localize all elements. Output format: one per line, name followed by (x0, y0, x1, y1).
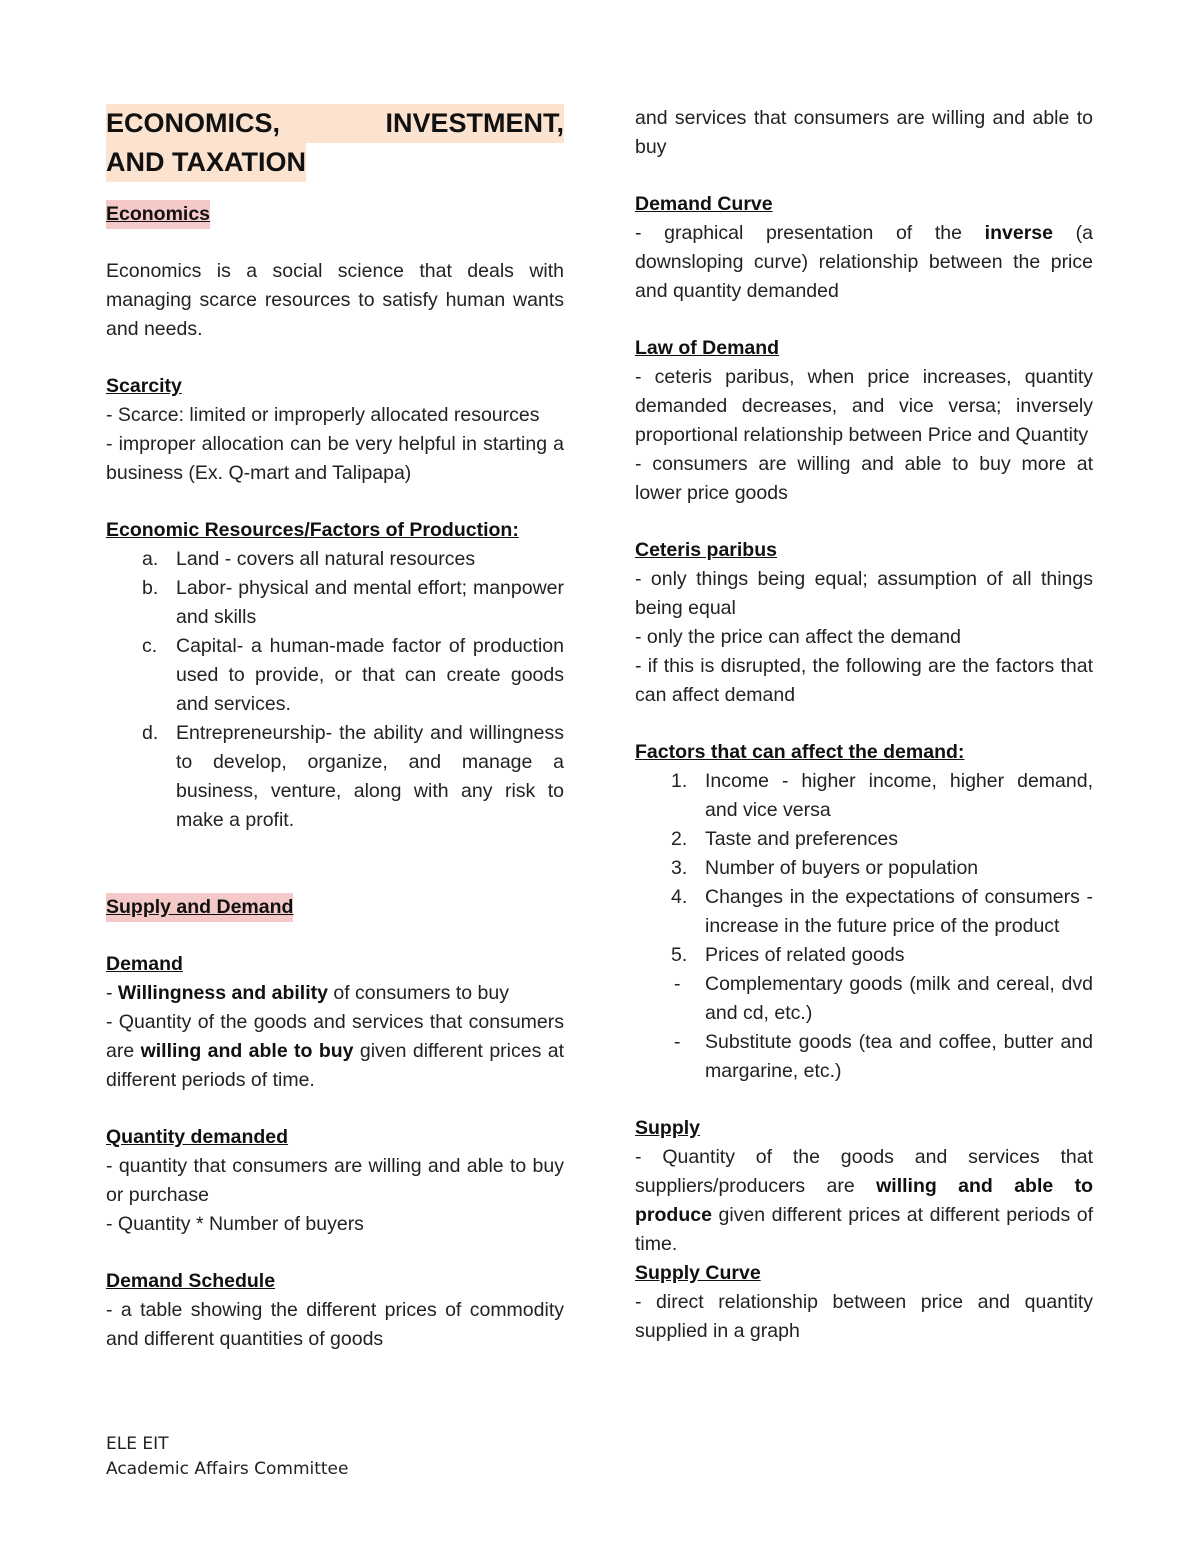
heading-factors-affect-demand: Factors that can affect the demand: (635, 741, 965, 763)
list-marker: a. (142, 548, 159, 570)
list-marker: d. (142, 722, 159, 744)
heading-supply-curve: Supply Curve (635, 1262, 761, 1284)
list-item-text: Number of buyers or population (705, 857, 979, 879)
heading-demand-curve: Demand Curve (635, 193, 773, 215)
scarcity-line-1: - Scarce: limited or improperly allocated resources (106, 404, 540, 426)
title-line-1 (106, 104, 564, 143)
document-title (106, 104, 564, 182)
list-item (106, 574, 564, 632)
demand-line-1: - Willingness and ability of consumers to buy (106, 982, 509, 1004)
list-item (635, 767, 1093, 825)
demand-line-2: - Quantity of the goods and services that consumers are willing and able to buy given different prices at different periods of time. (106, 1011, 564, 1091)
list-marker: - (674, 1031, 681, 1053)
title-line-2: AND TAXATION (106, 143, 306, 182)
factors-of-production-list (106, 545, 564, 835)
heading-ceteris-paribus: Ceteris paribus (635, 539, 777, 561)
law-of-demand-line-2: - consumers are willing and able to buy more at lower price goods (635, 453, 1093, 504)
list-item (106, 545, 564, 574)
list-item (635, 941, 1093, 970)
list-item (635, 970, 1093, 1028)
quantity-demanded-line-2: - Quantity * Number of buyers (106, 1213, 364, 1235)
list-item-text: Taste and preferences (705, 828, 898, 850)
list-marker: - (674, 973, 681, 995)
quantity-demanded-line-1: - quantity that consumers are willing and able to buy or purchase (106, 1155, 564, 1206)
demand-schedule-text: - a table showing the different prices of commodity and different quantities of goods (106, 1299, 564, 1350)
list-item-text: Entrepreneurship- the ability and willingness to develop, organize, and manage a business, venture, along with any risk to make a profit. (176, 722, 564, 831)
list-item-text: Labor- physical and mental effort; manpower and skills (176, 577, 564, 628)
list-item-text: Prices of related goods (705, 944, 905, 966)
list-item-text: Land - covers all natural resources (176, 548, 476, 570)
page-footer (106, 1432, 348, 1482)
demand-curve-text: - graphical presentation of the inverse (a downsloping curve) relationship between the price and quantity demanded (635, 222, 1093, 302)
list-item-text: Capital- a human-made factor of production used to provide, or that can create goods and services. (176, 635, 564, 715)
list-item (635, 825, 1093, 854)
heading-scarcity: Scarcity (106, 375, 182, 397)
list-item-text: Complementary goods (milk and cereal, dvd and cd, etc.) (705, 973, 1093, 1024)
list-marker: c. (142, 635, 158, 657)
list-item-text: Substitute goods (tea and coffee, butter and margarine, etc.) (705, 1031, 1093, 1082)
demand-schedule-continued: and services that consumers are willing and able to buy (635, 107, 1093, 158)
left-column (106, 104, 564, 1354)
list-item-text: Income - higher income, higher demand, and vice versa (705, 770, 1093, 821)
ceteris-paribus-line-2: - only the price can affect the demand (635, 626, 961, 648)
title-word-investment: INVESTMENT, (385, 108, 564, 138)
list-marker: 3. (671, 857, 688, 879)
heading-demand-schedule: Demand Schedule (106, 1270, 276, 1292)
section-heading-supply-and-demand: Supply and Demand (106, 893, 293, 922)
list-marker: 4. (671, 886, 688, 908)
list-item (106, 632, 564, 719)
factors-affect-demand-list (635, 767, 1093, 1086)
scarcity-line-2: - improper allocation can be very helpful in starting a business (Ex. Q-mart and Talipapa) (106, 433, 564, 484)
list-item (635, 883, 1093, 941)
list-item (106, 719, 564, 835)
footer-line-2: Academic Affairs Committee (106, 1459, 349, 1479)
supply-curve-text: - direct relationship between price and quantity supplied in a graph (635, 1291, 1093, 1342)
heading-quantity-demanded: Quantity demanded (106, 1126, 289, 1148)
ceteris-paribus-line-1: - only things being equal; assumption of all things being equal (635, 568, 1093, 619)
economics-definition: Economics is a social science that deals with managing scarce resources to satisfy human wants and needs. (106, 260, 564, 340)
supply-text: - Quantity of the goods and services that suppliers/producers are willing and able to produce given different prices at different periods of time. (635, 1146, 1093, 1255)
law-of-demand-line-1: - ceteris paribus, when price increases, quantity demanded decreases, and vice versa; inversely proportional relationship between Price and Quantity (635, 366, 1093, 446)
title-word-economics: ECONOMICS, (106, 108, 281, 138)
list-item-text: Changes in the expectations of consumers - increase in the future price of the product (705, 886, 1093, 937)
heading-supply: Supply (635, 1117, 701, 1139)
list-marker: b. (142, 577, 159, 599)
list-marker: 1. (671, 770, 688, 792)
footer-line-1: ELE EIT (106, 1434, 169, 1454)
list-item (635, 854, 1093, 883)
list-marker: 5. (671, 944, 688, 966)
list-item (635, 1028, 1093, 1086)
heading-factors-of-production: Economic Resources/Factors of Production: (106, 519, 519, 541)
heading-demand: Demand (106, 953, 183, 975)
list-marker: 2. (671, 828, 688, 850)
section-heading-economics: Economics (106, 200, 210, 229)
heading-law-of-demand: Law of Demand (635, 337, 780, 359)
ceteris-paribus-line-3: - if this is disrupted, the following are the factors that can affect demand (635, 655, 1093, 706)
right-column (635, 104, 1093, 1346)
